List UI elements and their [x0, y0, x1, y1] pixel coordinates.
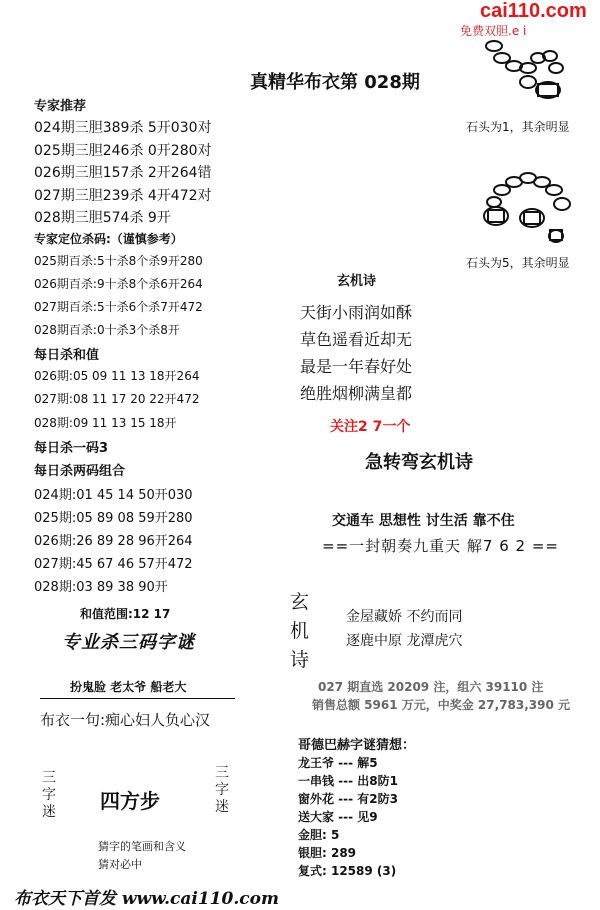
turn-poem-line-1: 交通车 思想性 讨生活 靠不住: [332, 513, 515, 529]
stones-illustration-2: [476, 170, 576, 254]
sum-range: 和值范围:12 17: [80, 607, 171, 621]
poem-heading: 玄机诗: [337, 274, 377, 289]
expert-row: 027期三胆239杀 4开472对: [34, 187, 212, 204]
page-title: 真精华布衣第 028期: [250, 72, 420, 93]
daily-sum-row: 028期:09 11 13 15 18开: [34, 415, 177, 430]
daily-one-heading: 每日杀一码3: [34, 441, 109, 456]
position-kill-row: 026期百杀:9十杀8个杀6开264: [34, 276, 203, 291]
buyi-sentence: 布衣一句:痴心妇人负心汉: [40, 711, 211, 729]
stones-caption-1: 石头为1，其余明显: [466, 120, 570, 134]
turn-poem-line-2: ==一封朝奏九重天 解7 6 2 ==: [322, 537, 559, 555]
left-vertical-riddle: 三字迷: [42, 770, 56, 820]
position-kill-row: 027期百杀:5十杀6个杀7开472: [34, 299, 203, 314]
riddle-center: 四方步: [100, 789, 160, 813]
xuanji-line-1: 金屋藏娇 不约而同: [346, 609, 463, 625]
riddle-hint-2: 猜对必中: [98, 858, 142, 871]
position-kill-heading: 专家定位杀码:（谨慎参考）: [34, 231, 183, 246]
goethe-rows: [298, 754, 398, 880]
daily-sum-heading: 每日杀和值: [34, 347, 100, 363]
goethe-row: 一串钱 --- 出8防1: [298, 774, 398, 788]
poem-lines: [300, 300, 412, 408]
daily-sum-rows: [34, 367, 212, 438]
xuanji-vertical: [290, 587, 309, 674]
poem-line: 最是一年春好处: [300, 357, 413, 376]
goethe-row: 龙王爷 --- 解5: [298, 756, 378, 770]
xuanji-char: 机: [290, 620, 310, 642]
turn-poem-heading: 急转弯玄机诗: [365, 452, 473, 473]
left-column: [34, 95, 212, 599]
goethe-row: 窗外花 --- 有2防3: [298, 792, 398, 806]
goethe-row: 复式: 12589 (3): [298, 864, 397, 878]
daily-two-row: 024期:01 45 14 50开030: [34, 488, 193, 503]
riddle-hint-1: 猜字的笔画和含义: [98, 840, 186, 853]
logo-subtext: 免费双胆.e i: [460, 24, 527, 38]
daily-sum-row: 027期:08 11 17 20 22开472: [34, 392, 200, 406]
daily-two-rows: [34, 484, 212, 599]
poem-line: 绝胜烟柳满皇都: [300, 384, 413, 403]
goethe-row: 银胆: 289: [298, 846, 357, 860]
daily-two-row: 025期:05 89 08 59开280: [34, 511, 193, 526]
goethe-heading: 哥德巴赫字谜猜想：: [298, 738, 416, 753]
goethe-row: 送大家 --- 见9: [298, 810, 378, 824]
expert-rows: [34, 117, 212, 230]
expert-row: 025期三胆246杀 0开280对: [34, 142, 212, 159]
daily-two-row: 026期:26 89 28 96开264: [34, 534, 193, 549]
result-line-2: 销售总额 5961 万元，中奖金 27,783,390 元: [312, 698, 571, 712]
poem-focus: 关注2 7一个: [330, 419, 411, 435]
position-kill-row: 025期百杀:5十杀8个杀9开280: [34, 253, 203, 268]
footer-text: 布衣天下首发 www.cai110.com: [14, 889, 279, 909]
right-vertical-riddle: 三字迷: [215, 765, 229, 815]
expert-heading: 专家推荐: [34, 99, 87, 114]
expert-row: 028期三胆574杀 9开: [34, 210, 171, 226]
position-kill-row: 028期百杀:0十杀3个杀8开: [34, 322, 180, 337]
ghost-line: 扮鬼脸 老太爷 船老大: [70, 680, 187, 694]
daily-two-heading: 每日杀两码组合: [34, 464, 126, 479]
site-logo: [480, 0, 587, 23]
poem-line: 草色遥看近却无: [300, 330, 413, 349]
xuanji-line-2: 逐鹿中原 龙潭虎穴: [346, 633, 463, 649]
riddle-banner: 专业杀三码字谜: [62, 632, 195, 653]
position-kill-rows: [34, 252, 212, 344]
stones-illustration-1: [480, 38, 570, 110]
daily-sum-row: 026期:05 09 11 13 18开264: [34, 368, 200, 383]
goethe-row: 金胆: 5: [298, 828, 340, 842]
expert-row: 026期三胆157杀 2开264错: [34, 165, 212, 181]
expert-row: 024期三胆389杀 5开030对: [34, 120, 212, 136]
daily-two-row: 028期:03 89 38 90开: [34, 580, 168, 595]
stones-caption-2: 石头为5，其余明显: [466, 256, 570, 270]
poem-line: 天街小雨润如酥: [300, 303, 413, 322]
xuanji-char: 诗: [290, 649, 310, 671]
daily-two-row: 027期:45 67 46 57开472: [34, 557, 193, 572]
xuanji-char: 玄: [290, 591, 310, 613]
logo-text: cai110.com: [480, 0, 587, 22]
divider: [40, 698, 235, 699]
result-line-1: 027 期直选 20209 注，组六 39110 注: [318, 680, 544, 694]
